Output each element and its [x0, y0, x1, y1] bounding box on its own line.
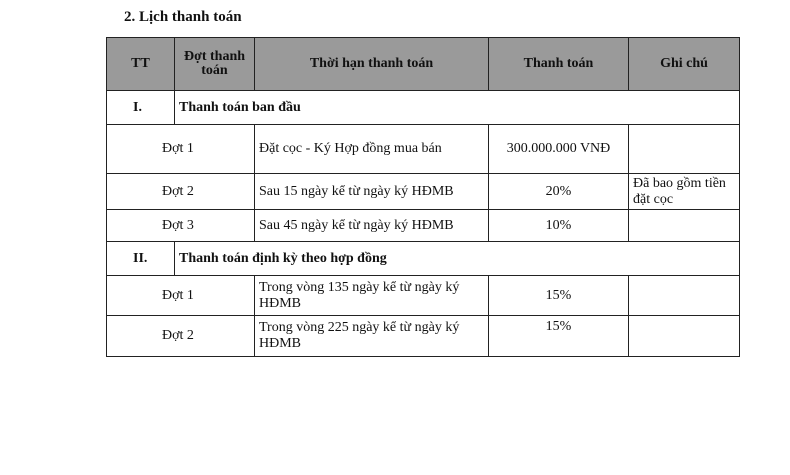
section-number: I.	[107, 91, 175, 125]
header-term: Thời hạn thanh toán	[255, 38, 489, 91]
dot-cell: Đợt 1	[107, 276, 255, 316]
amount-cell: 300.000.000 VNĐ	[489, 125, 629, 174]
note-cell: Đã bao gồm tiền đặt cọc	[629, 174, 740, 210]
note-cell	[629, 276, 740, 316]
term-cell: Sau 45 ngày kể từ ngày ký HĐMB	[255, 210, 489, 242]
note-cell	[629, 316, 740, 357]
dot-cell: Đợt 2	[107, 316, 255, 357]
amount-cell: 10%	[489, 210, 629, 242]
header-amount: Thanh toán	[489, 38, 629, 91]
note-cell	[629, 210, 740, 242]
section-title: Thanh toán định kỳ theo hợp đồng	[175, 242, 740, 276]
amount-cell: 20%	[489, 174, 629, 210]
section-number: II.	[107, 242, 175, 276]
dot-cell: Đợt 3	[107, 210, 255, 242]
term-cell: Trong vòng 225 ngày kể từ ngày ký HĐMB	[255, 316, 489, 357]
section-title: Thanh toán ban đầu	[175, 91, 740, 125]
amount-cell: 15%	[489, 276, 629, 316]
header-row	[107, 38, 740, 91]
table-row	[107, 210, 740, 242]
header-note: Ghi chú	[629, 38, 740, 91]
amount-cell: 15%	[489, 316, 629, 357]
header-dot: Đợt thanh toán	[175, 38, 255, 91]
table-row	[107, 316, 740, 357]
section-row-2	[107, 242, 740, 276]
dot-cell: Đợt 2	[107, 174, 255, 210]
dot-cell: Đợt 1	[107, 125, 255, 174]
note-cell	[629, 125, 740, 174]
table-row	[107, 174, 740, 210]
header-tt: TT	[107, 38, 175, 91]
section-heading: 2. Lịch thanh toán	[124, 9, 242, 25]
payment-schedule-table	[106, 37, 740, 357]
term-cell: Trong vòng 135 ngày kể từ ngày ký HĐMB	[255, 276, 489, 316]
section-row-1	[107, 91, 740, 125]
table-row	[107, 276, 740, 316]
term-cell: Sau 15 ngày kể từ ngày ký HĐMB	[255, 174, 489, 210]
table-row	[107, 125, 740, 174]
term-cell: Đặt cọc - Ký Hợp đồng mua bán	[255, 125, 489, 174]
